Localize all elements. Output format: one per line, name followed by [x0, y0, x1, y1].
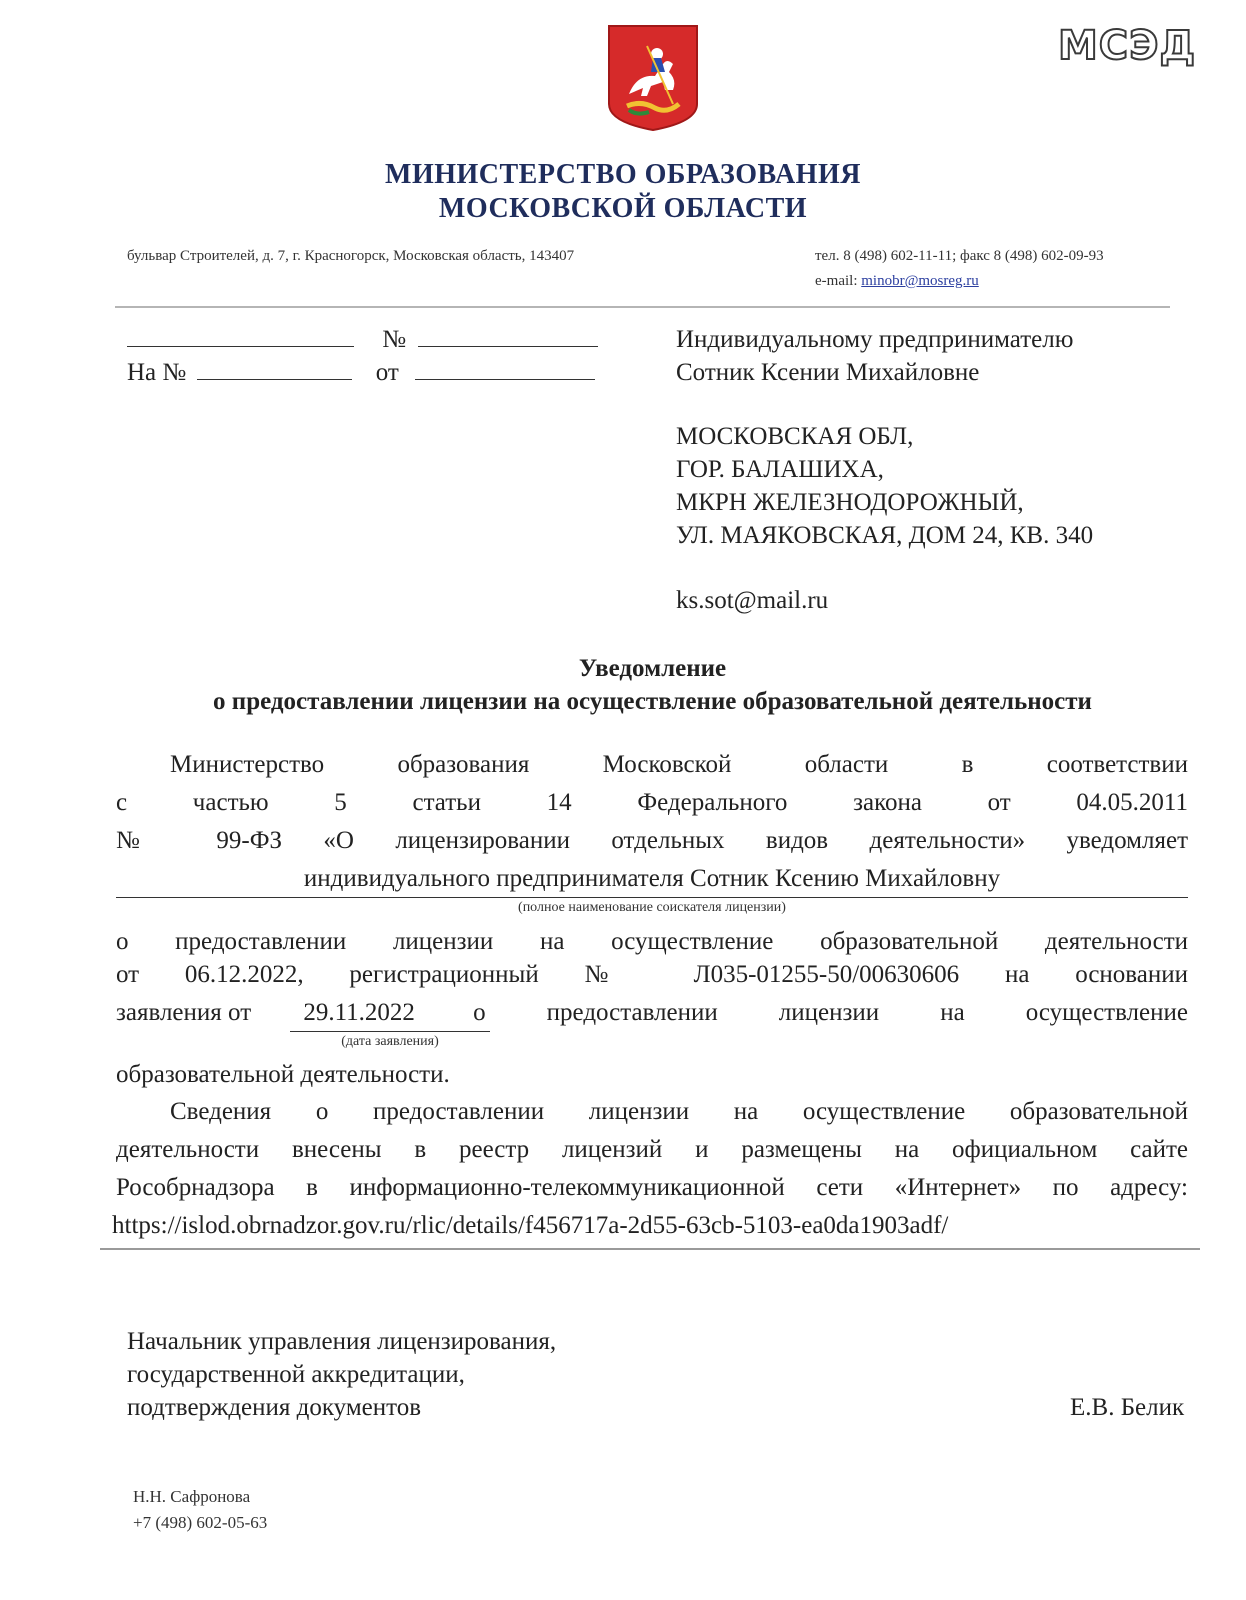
ministry-address: бульвар Строителей, д. 7, г. Красногорск, Московская область, 143407: [127, 248, 575, 264]
outgoing-number-row: [127, 323, 598, 356]
ministry-name-line2: МОСКОВСКОЙ ОБЛАСТИ: [438, 193, 808, 224]
body-line: Министерство образования Московской области в соответствии: [170, 751, 1188, 778]
recipient-line1: Индивидуальному предпринимателю: [676, 326, 1074, 353]
msed-logo: МСЭД: [1058, 23, 1197, 69]
number-sign: №: [382, 326, 407, 353]
executor-block: [133, 1484, 267, 1536]
body-line-end: о предоставлении лицензии на осуществление: [473, 999, 1188, 1026]
application-date-underline: [290, 1031, 490, 1032]
ministry-email-row: [815, 273, 979, 290]
from-label: от: [375, 359, 399, 386]
outgoing-reg-blank: [127, 324, 354, 347]
document-title-line1: Уведомление: [578, 655, 727, 682]
body-line: образовательной деятельности.: [116, 1061, 450, 1088]
body-line: Сведения о предоставлении лицензии на осуществление образовательной: [170, 1098, 1188, 1125]
applicant-name: индивидуального предпринимателя Сотник Ксению Михайловну: [303, 865, 1001, 892]
document-title: [0, 652, 1246, 718]
signatory-position-line: подтверждения документов: [127, 1394, 422, 1421]
document-title-line2: о предоставлении лицензии на осуществление образовательной деятельности: [213, 688, 1092, 715]
ministry-name: [0, 158, 1246, 226]
executor-name: Н.Н. Сафронова: [133, 1487, 251, 1506]
application-date-line: [116, 996, 1188, 1029]
application-label: заявления от: [116, 999, 252, 1026]
recipient-address-line: УЛ. МАЯКОВСКАЯ, ДОМ 24, КВ. 340: [676, 522, 1094, 549]
recipient-email: ks.sot@mail.ru: [676, 587, 829, 614]
reply-number-blank: [197, 357, 352, 380]
outgoing-number-blank: [418, 324, 598, 347]
ministry-email-link[interactable]: minobr@mosreg.ru: [861, 273, 979, 289]
recipient-address-line: МОСКОВСКАЯ ОБЛ,: [676, 423, 914, 450]
body-divider: [100, 1248, 1200, 1250]
applicant-name-caption: (полное наименование соискателя лицензии): [518, 900, 786, 915]
application-date: 29.11.2022: [303, 999, 415, 1026]
reply-number-row: [127, 356, 595, 389]
header-divider: [115, 306, 1170, 308]
reply-label: На №: [127, 359, 187, 386]
coat-of-arms-icon: [607, 24, 699, 132]
signatory-name: Е.В. Белик: [1070, 1394, 1185, 1421]
ministry-phones: тел. 8 (498) 602-11-11; факс 8 (498) 602-09-93: [815, 248, 1104, 264]
body-line: от 06.12.2022, регистрационный № Л035-01255-50/00630606 на основании: [116, 961, 1188, 988]
recipient-address-line: ГОР. БАЛАШИХА,: [676, 456, 884, 483]
signatory-position-line: Начальник управления лицензирования,: [127, 1328, 557, 1355]
recipient-line2: Сотник Ксении Михайловне: [676, 359, 980, 386]
body-line: № 99-ФЗ «О лицензировании отдельных видов деятельности» уведомляет: [116, 827, 1188, 854]
executor-phone: +7 (498) 602-05-63: [133, 1513, 268, 1532]
signatory-position-line: государственной аккредитации,: [127, 1361, 465, 1388]
body-line: Рособрнадзора в информационно-телекоммуникационной сети «Интернет» по адресу:: [116, 1174, 1188, 1201]
body-line: деятельности внесены в реестр лицензий и размещены на официальном сайте: [116, 1136, 1188, 1163]
reply-date-blank: [415, 357, 595, 380]
recipient-address: [676, 420, 1093, 552]
body-line: о предоставлении лицензии на осуществление образовательной деятельности: [116, 928, 1188, 955]
email-label: e-mail:: [815, 273, 858, 289]
signatory-position: [127, 1325, 556, 1424]
recipient-address-line: МКРН ЖЕЛЕЗНОДОРОЖНЫЙ,: [676, 489, 1024, 516]
ministry-name-line1: МИНИСТЕРСТВО ОБРАЗОВАНИЯ: [385, 159, 861, 190]
application-date-caption: (дата заявления): [341, 1034, 439, 1049]
recipient-block: [676, 323, 1073, 389]
applicant-name-underline: [116, 897, 1188, 898]
body-line: с частью 5 статьи 14 Федерального закона от 04.05.2011: [116, 789, 1188, 816]
registry-url[interactable]: https://islod.obrnadzor.gov.ru/rlic/details/f456717a-2d55-63cb-5103-ea0da1903adf/: [112, 1212, 949, 1239]
